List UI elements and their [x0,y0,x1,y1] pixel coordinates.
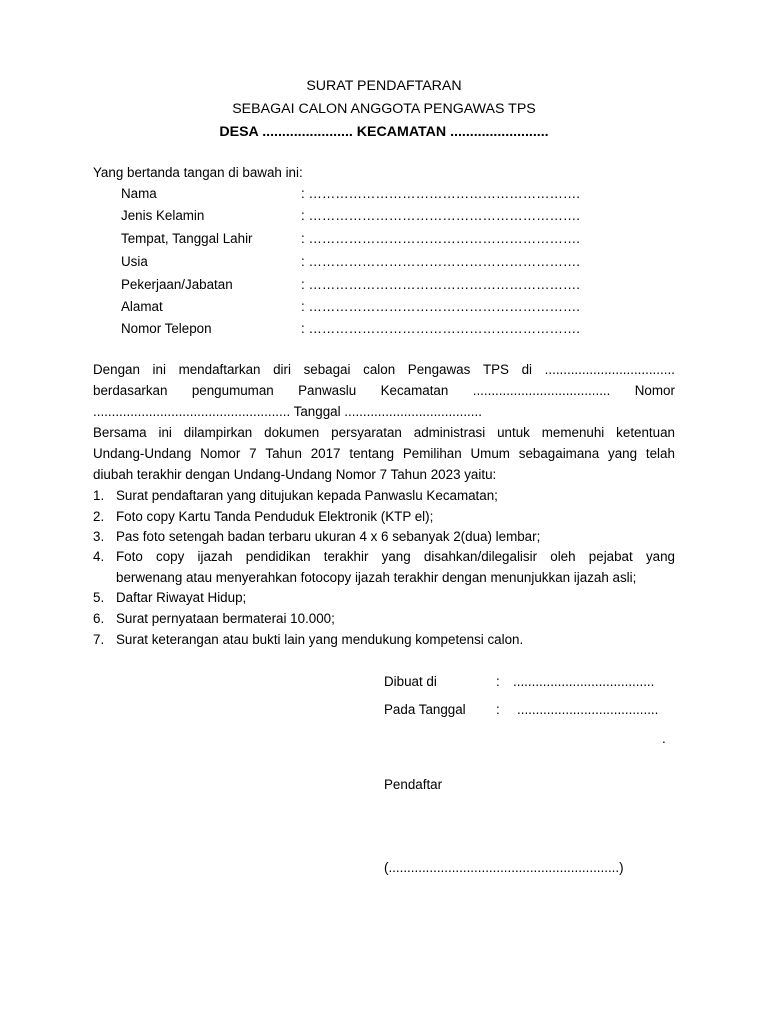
word: terakhir [323,549,369,564]
word: di [521,362,533,377]
list-item: Surat pernyataan bermaterai 10.000; [116,611,335,626]
list-item: Daftar Riwayat Hidup; [116,590,247,605]
list-item-number: 1. [93,488,105,503]
field-value-pekerjaan: : ……………………………………………………. [301,277,580,292]
field-value-tempat-tanggal-lahir: : ……………………………………………………. [301,231,580,246]
list-item: Foto copy Kartu Tanda Penduduk Elektronik (KTP el); [116,509,434,524]
word: ijazah [197,549,233,564]
field-label-pekerjaan: Pekerjaan/Jabatan [121,277,233,292]
word: Nomor [200,446,241,461]
paragraph-2-row-1 [93,424,675,442]
field-label-usia: Usia [121,254,148,269]
list-item [116,548,675,566]
stray-period: . [662,731,666,746]
word: pendidikan [245,549,311,564]
word: ini [152,362,166,377]
word: calon [363,362,396,377]
word: Umum [470,446,510,461]
paragraph-2-row-3: diubah terakhir dengan Undang-Undang Nomor 7 Tahun 2023 yaitu: [93,467,497,482]
field-label-tempat-tanggal-lahir: Tempat, Tanggal Lahir [121,231,253,246]
signature-name-line: (..............................................................) [384,860,624,875]
word: administrasi [413,425,486,440]
list-item-number: 2. [93,509,105,524]
word: sebagaimana [518,446,600,461]
word: yang [608,446,638,461]
list-item: Pas foto setengah badan terbaru ukuran 4 x 6 sebanyak 2(dua) lembar; [116,529,541,544]
word: pengumuman [191,383,274,398]
word: mendaftarkan [178,362,261,377]
word: ini [158,425,172,440]
word: Kecamatan [380,383,449,398]
word: yang [645,549,675,564]
field-value-alamat: : ……………………………………………………. [301,299,580,314]
paragraph-1-row-1 [93,361,675,379]
field-value-usia: : ……………………………………………………. [301,254,580,269]
tps-blank: ................................... [544,362,675,377]
date-blank: ...................................... [517,702,659,717]
word: copy [156,549,185,564]
field-label-alamat: Alamat [121,299,163,314]
word: pejabat [588,549,633,564]
word: telah [645,446,675,461]
word: Nomor [634,383,675,398]
doc-title-line-1: SURAT PENDAFTARAN [306,78,462,94]
word: dilampirkan [183,425,253,440]
word: berdasarkan [93,383,168,398]
field-label-jenis-kelamin: Jenis Kelamin [121,208,205,223]
word: untuk [497,425,530,440]
doc-title-line-3: DESA ....................... KECAMATAN ......................... [219,124,549,140]
list-item-number: 4. [93,549,105,564]
list-item-number: 5. [93,590,105,605]
word: Panwaslu [298,383,357,398]
field-label-nomor-telepon: Nomor Telepon [121,321,212,336]
kecamatan-blank: ..................................... [472,383,611,398]
field-value-nama: : ……………………………………………………. [301,186,580,201]
word: Tahun [265,446,302,461]
doc-title-line-2: SEBAGAI CALON ANGGOTA PENGAWAS TPS [232,101,536,117]
word: Dengan [93,362,140,377]
field-label-nama: Nama [121,186,157,201]
field-value-nomor-telepon: : ……………………………………………………. [301,321,580,336]
word: Foto [116,549,143,564]
list-item: Surat keterangan atau bukti lain yang mendukung kompetensi calon. [116,632,524,647]
field-value-jenis-kelamin: : ……………………………………………………. [301,208,580,223]
word: oleh [550,549,576,564]
word: ketentuan [616,425,675,440]
list-item-number: 6. [93,611,105,626]
word: Pemilihan [402,446,462,461]
word: diri [273,362,291,377]
word: 2017 [310,446,341,461]
word: memenuhi [541,425,605,440]
word: 7 [249,446,257,461]
registrant-label: Pendaftar [384,777,443,792]
paragraph-1-row-2 [93,382,675,400]
word: Bersama [93,425,147,440]
paragraph-1-row-3: ..................................................... Tanggal ..................................... [93,404,482,419]
word: dokumen [264,425,320,440]
word: persyaratan [331,425,402,440]
word: disahkan/dilegalisir [423,549,538,564]
place-colon: : [496,674,500,689]
date-label: Pada Tanggal [384,702,466,717]
list-item: Surat pendaftaran yang ditujukan kepada Panwaslu Kecamatan; [116,488,498,503]
paragraph-2-row-2 [93,445,675,463]
word: tentang [349,446,395,461]
word: sebagai [303,362,351,377]
intro-text: Yang bertanda tangan di bawah ini: [93,165,303,180]
word: Undang-Undang [93,446,192,461]
word: TPS [482,362,509,377]
list-item-continuation: berwenang atau menyerahkan fotocopy ijazah terakhir dengan menunjukkan ijazah asli; [116,570,637,585]
place-label: Dibuat di [384,674,437,689]
list-item-number: 3. [93,529,105,544]
list-item-number: 7. [93,632,105,647]
place-blank: ...................................... [513,674,655,689]
date-colon: : [496,702,500,717]
word: Pengawas [407,362,471,377]
word: yang [381,549,411,564]
